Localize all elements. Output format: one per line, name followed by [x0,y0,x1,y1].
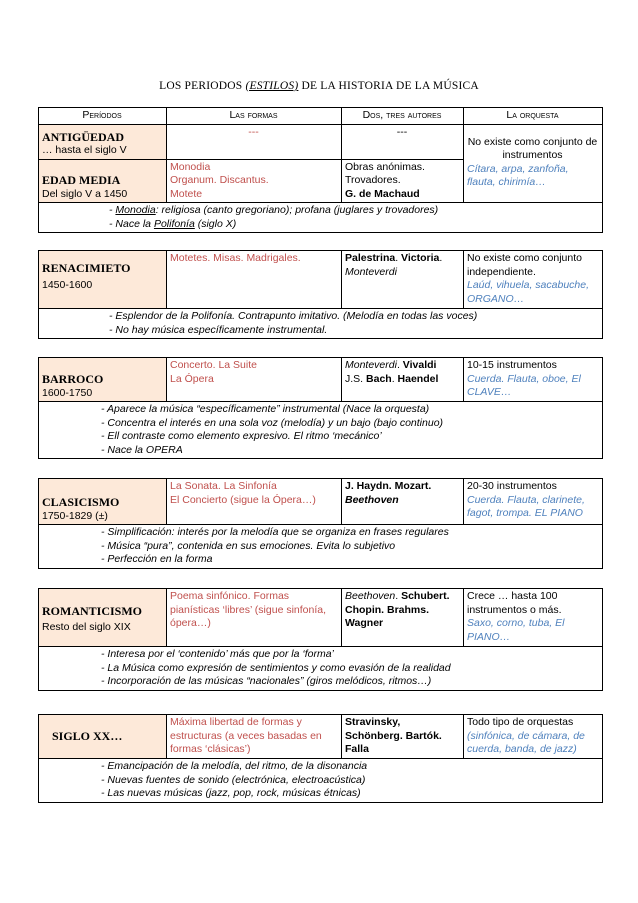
row-siglo-xx [39,715,603,759]
row-clasicismo [39,479,603,525]
autor-item: Haendel [397,372,439,385]
note-text: - Nace la [109,217,154,230]
forma-item: El Concierto (sigue la Ópera…) [170,493,316,506]
note-text: - [109,204,116,216]
orquesta-antiguedad-edad-media [464,124,603,203]
autor-sep: . [396,359,403,371]
autores-siglo-xx [342,715,464,759]
orquesta-text: Todo tipo de orquestas [467,716,574,728]
formas-romanticismo: Poema sinfónico. Formas pianísticas ‘libres’ (sigue sinfonía, ópera…) [167,589,342,647]
autor-item: Stravinsky, [345,716,401,728]
period-dates: Del siglo V a 1450 [42,187,128,200]
note-line: - Incorporación de las músicas “nacionales” (giros melódicos, ritmos…) [101,675,432,687]
orquesta-text: 10-15 instrumentos [467,359,557,371]
period-name: SIGLO XX… [52,728,123,743]
autor-item: Beethoven [345,590,396,602]
instrumentos-text: Cuerda. Flauta, oboe, El CLAVE… [467,372,581,398]
formas-antiguedad: --- [167,124,342,159]
forma-item: Organum. Discantus. [170,174,269,186]
period-dates: 1600-1750 [42,386,93,399]
period-name: ROMANTICISMO [42,604,143,618]
autores-edad-media [342,159,464,203]
note-line [109,204,598,218]
period-dates: 1450-1600 [42,278,93,291]
note-line: - Nace la OPERA [101,443,183,456]
notes-renacimiento [39,309,603,339]
instrumentos-text: Cuerda. Flauta, clarinete, fagot, trompa. EL PIANO [467,493,585,519]
autor-item: Obras anónimas. [345,160,425,173]
orquesta-barroco [464,358,603,402]
formas-renacimiento: Motetes. Misas. Madrigales. [167,251,342,309]
note-line: - Nuevas fuentes de sonido (electrónica, electroacústica) [101,773,366,786]
header-row [39,108,603,125]
note-line: - Concentra el interés en una sola voz (melodía) y un bajo (bajo continuo) [101,416,444,429]
orquesta-text: No existe como conjunto independiente. [467,252,582,278]
notes-edad-media [39,203,603,233]
autor-item: Bach [366,372,392,385]
autor-sep: . [391,372,398,385]
autor-item: Trovadores. [345,174,401,186]
autores-clasicismo [342,479,464,525]
period-siglo-xx [39,715,167,759]
period-dates: … hasta el siglo V [42,144,127,156]
note-line: - Ell contraste como elemento expresivo. El ritmo ‘mecánico’ [101,430,382,442]
autor-item: Beethoven [345,493,399,506]
period-barroco [39,358,167,402]
note-line: - Aparece la música “específicamente” instrumental (Nace la orquesta) [101,403,430,415]
period-renacimiento [39,251,167,309]
row-romanticismo [39,589,603,647]
orquesta-text: No existe como conjunto de instrumentos [467,135,598,161]
autor-item: Monteverdi [345,265,397,278]
table-renacimiento [38,250,603,339]
autor-item: Schönberg. Bartók. [345,729,442,742]
instrumentos-text: (sinfónica, de cámara, de cuerda, banda, de jazz) [467,729,585,755]
page-title [0,80,638,92]
instrumentos-text: Saxo, corno, tuba, El PIANO… [467,617,565,643]
autores-renacimiento [342,251,464,309]
autores-antiguedad: --- [342,124,464,159]
note-underlined: Polifonía [153,217,195,230]
forma-item: Concerto. La Suite [170,359,257,371]
orquesta-renacimiento [464,251,603,309]
autor-item: Schubert. [401,590,450,602]
notes-clasicismo [39,525,603,569]
title-post: DE LA HISTORIA DE LA MÚSICA [298,80,479,92]
note-text: : religiosa (canto gregoriano); profana (juglares y trovadores) [155,204,439,216]
autor-sep: . [395,252,402,264]
note-line: - Interesa por el ‘contenido’ más que por la ‘forma’ [101,648,334,660]
note-underlined: Monodia [115,204,156,216]
formas-edad-media [167,159,342,203]
instrumentos-text: Cítara, arpa, zanfoña, flauta, chirimía… [467,162,569,188]
title-estilos: (ESTILOS) [245,80,299,92]
period-dates: 1750-1829 (±) [42,509,108,522]
autor-item: Victoria [401,252,440,264]
autor-prefix: J.S. [345,372,367,385]
autor-item: Monteverdi [345,359,397,371]
forma-item: Monodia [170,160,211,173]
table-clasicismo [38,478,603,569]
note-line: - La Música como expresión de sentimientos y como evasión de la realidad [101,661,451,674]
period-name: BARROCO [42,372,104,386]
autor-item: Chopin. Brahms. [345,603,430,616]
forma-item: Motete [170,187,203,200]
row-antiguedad [39,124,603,159]
forma-item: La Ópera [170,372,214,385]
period-clasicismo [39,479,167,525]
orquesta-romanticismo [464,589,603,647]
header-orquesta: La orquesta [464,108,603,125]
period-name: RENACIMIETO [42,261,131,275]
orquesta-text: Crece … hasta 100 instrumentos o más. [467,590,562,616]
note-line: - Música “pura”, contenida en sus emociones. Evita lo subjetivo [101,539,396,552]
orquesta-siglo-xx [464,715,603,759]
note-line: - Simplificación: interés por la melodía que se organiza en frases regulares [101,526,449,538]
note-line: - Las nuevas músicas (jazz, pop, rock, músicas étnicas) [101,787,361,799]
autor-sep: . [395,590,402,602]
formas-siglo-xx: Máxima libertad de formas y estructuras (a veces basadas en formas ‘clásicas’) [167,715,342,759]
orquesta-text: 20-30 instrumentos [467,480,557,492]
autor-item: Palestrina [345,252,396,264]
note-line [109,218,598,232]
notes-siglo-xx [39,759,603,803]
header-autores: Dos, tres autores [342,108,464,125]
period-romanticismo [39,589,167,647]
notes-barroco [39,402,603,459]
formas-clasicismo [167,479,342,525]
row-barroco [39,358,603,402]
table-siglo-xx [38,714,603,803]
autores-barroco [342,358,464,402]
formas-barroco [167,358,342,402]
header-periodos: Períodos [39,108,167,125]
autores-romanticismo [342,589,464,647]
note-line: - No hay música específicamente instrumental. [109,323,328,336]
period-antiguedad [39,124,167,159]
period-name: ANTIGÜEDAD [42,129,125,144]
note-line: - Esplendor de la Polifonía. Contrapunto imitativo. (Melodía en todas las voces) [109,310,478,322]
row-renacimiento [39,251,603,309]
note-line: - Emancipación de la melodía, del ritmo, de la disonancia [101,760,368,772]
table-barroco [38,357,603,459]
note-line: - Perfección en la forma [101,553,213,565]
autor-item: J. Haydn. Mozart. [345,480,432,492]
title-pre: LOS PERIODOS [159,80,246,92]
autor-item: Vivaldi [402,359,437,371]
instrumentos-text: Laúd, vihuela, sacabuche, ORGANO… [467,279,590,305]
table-antiguedad-edad-media [38,107,603,233]
header-formas: Las formas [167,108,342,125]
autor-sep: . [439,252,443,264]
period-dates: Resto del siglo XIX [42,620,131,633]
period-edad-media [39,159,167,203]
autor-item: Wagner [345,617,384,629]
autor-item: Falla [345,743,369,755]
forma-item: La Sonata. La Sinfonía [170,480,277,492]
period-name: CLASICISMO [42,495,120,509]
note-text: (siglo X) [194,217,237,230]
table-romanticismo [38,588,603,691]
notes-romanticismo [39,647,603,691]
autor-item: G. de Machaud [345,187,420,200]
orquesta-clasicismo [464,479,603,525]
period-name: EDAD MEDIA [42,173,121,187]
